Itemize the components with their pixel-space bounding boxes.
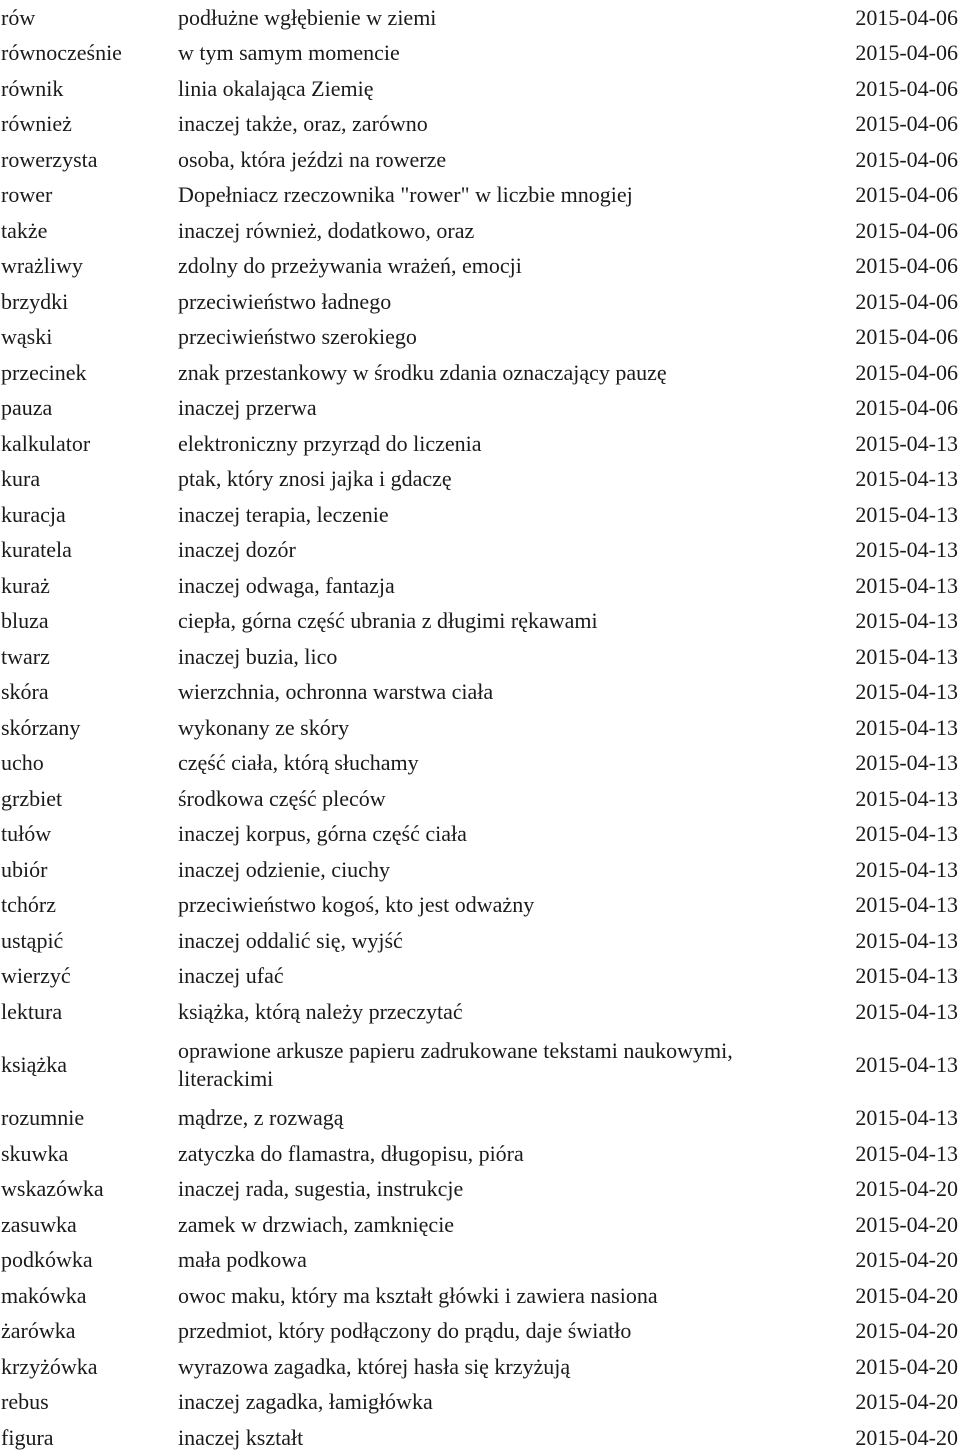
date-cell: 2015-04-13	[855, 608, 958, 634]
table-row	[0, 533, 960, 569]
definition-cell: przeciwieństwo ładnego	[178, 288, 392, 314]
definition-cell: Dopełniacz rzeczownika "rower" w liczbie mnogiej	[178, 182, 633, 208]
date-cell: 2015-04-06	[855, 40, 958, 66]
word-cell: przecinek	[1, 359, 87, 385]
word-cell: również	[1, 111, 72, 137]
word-cell: podkówka	[1, 1247, 93, 1273]
definition-cell: część ciała, którą słuchamy	[178, 750, 419, 776]
table-row	[0, 213, 960, 249]
table-row	[0, 959, 960, 995]
date-cell: 2015-04-06	[855, 146, 958, 172]
definition-cell: owoc maku, który ma kształt główki i zawiera nasiona	[178, 1282, 658, 1308]
definition-cell: w tym samym momencie	[178, 40, 400, 66]
word-cell: skuwka	[1, 1140, 69, 1166]
date-cell: 2015-04-20	[855, 1211, 958, 1237]
date-cell: 2015-04-13	[855, 963, 958, 989]
word-cell: bluza	[1, 608, 49, 634]
table-row	[0, 994, 960, 1030]
table-row	[0, 71, 960, 107]
table-row	[0, 675, 960, 711]
word-cell: wrażliwy	[1, 253, 83, 279]
definition-cell: inaczej rada, sugestia, instrukcje	[178, 1176, 464, 1202]
date-cell: 2015-04-13	[855, 821, 958, 847]
definition-cell: inaczej kształt	[178, 1424, 304, 1450]
word-cell: wierzyć	[1, 963, 71, 989]
date-cell: 2015-04-20	[855, 1353, 958, 1379]
word-cell: równocześnie	[1, 40, 122, 66]
definition-cell: wyrazowa zagadka, której hasła się krzyżują	[178, 1353, 571, 1379]
table-row	[0, 1385, 960, 1421]
table-row	[0, 639, 960, 675]
word-cell: kalkulator	[1, 430, 91, 456]
date-cell: 2015-04-20	[855, 1247, 958, 1273]
table-row	[0, 817, 960, 853]
table-row	[0, 1349, 960, 1385]
date-cell: 2015-04-13	[855, 785, 958, 811]
table-row	[0, 142, 960, 178]
definition-cell: mała podkowa	[178, 1247, 307, 1273]
table-row	[0, 320, 960, 356]
date-cell: 2015-04-13	[855, 856, 958, 882]
definition-cell: inaczej korpus, górna część ciała	[178, 821, 467, 847]
word-cell: rower	[1, 182, 53, 208]
date-cell: 2015-04-13	[855, 927, 958, 953]
word-cell: figura	[1, 1424, 54, 1450]
definition-cell: mądrze, z rozwagą	[178, 1105, 344, 1131]
definition-cell: wykonany ze skóry	[178, 714, 350, 740]
word-cell: kuraż	[1, 572, 50, 598]
definition-cell: inaczej przerwa	[178, 395, 317, 421]
word-cell: rów	[1, 4, 36, 30]
table-row	[0, 1101, 960, 1137]
word-cell: ubiór	[1, 856, 48, 882]
definition-cell: przeciwieństwo kogoś, kto jest odważny	[178, 892, 535, 918]
date-cell: 2015-04-06	[855, 395, 958, 421]
word-cell: kuratela	[1, 537, 72, 563]
definition-cell: inaczej oddalić się, wyjść	[178, 927, 403, 953]
table-row	[0, 178, 960, 214]
date-cell: 2015-04-13	[855, 1140, 958, 1166]
table-row	[0, 0, 960, 36]
definition-cell: inaczej zagadka, łamigłówka	[178, 1389, 433, 1415]
definition-cell: zatyczka do flamastra, długopisu, pióra	[178, 1140, 524, 1166]
date-cell: 2015-04-13	[855, 466, 958, 492]
definition-cell: elektroniczny przyrząd do liczenia	[178, 430, 482, 456]
word-cell: twarz	[1, 643, 50, 669]
word-cell: tchórz	[1, 892, 56, 918]
word-cell: wąski	[1, 324, 53, 350]
date-cell: 2015-04-20	[855, 1176, 958, 1202]
table-row	[0, 36, 960, 72]
table-row	[0, 888, 960, 924]
table-row	[0, 497, 960, 533]
table-row	[0, 852, 960, 888]
word-cell: żarówka	[1, 1318, 76, 1344]
definition-cell: książka, którą należy przeczytać	[178, 998, 463, 1024]
word-cell: rowerzysta	[1, 146, 98, 172]
date-cell: 2015-04-06	[855, 288, 958, 314]
date-cell: 2015-04-13	[855, 679, 958, 705]
table-row	[0, 1030, 960, 1101]
table-row	[0, 1314, 960, 1350]
definition-cell: podłużne wgłębienie w ziemi	[178, 4, 437, 30]
definition-cell: zamek w drzwiach, zamknięcie	[178, 1211, 455, 1237]
date-cell: 2015-04-06	[855, 75, 958, 101]
word-cell: rozumnie	[1, 1105, 85, 1131]
table-row	[0, 568, 960, 604]
date-cell: 2015-04-13	[855, 892, 958, 918]
date-cell: 2015-04-20	[855, 1282, 958, 1308]
definition-cell: inaczej odzienie, ciuchy	[178, 856, 390, 882]
word-cell: ustąpić	[1, 927, 64, 953]
definition-cell: przeciwieństwo szerokiego	[178, 324, 417, 350]
definition-cell: wierzchnia, ochronna warstwa ciała	[178, 679, 494, 705]
date-cell: 2015-04-06	[855, 359, 958, 385]
word-cell: wskazówka	[1, 1176, 104, 1202]
table-row	[0, 1243, 960, 1279]
definition-cell: inaczej również, dodatkowo, oraz	[178, 217, 475, 243]
table-row	[0, 1172, 960, 1208]
table-row	[0, 1207, 960, 1243]
table-row	[0, 107, 960, 143]
definition-cell: środkowa część pleców	[178, 785, 386, 811]
word-cell: skóra	[1, 679, 49, 705]
definition-cell: ciepła, górna część ubrania z długimi rękawami	[178, 608, 598, 634]
date-cell: 2015-04-13	[855, 430, 958, 456]
table-row	[0, 391, 960, 427]
definition-cell: inaczej dozór	[178, 537, 296, 563]
word-cell: kura	[1, 466, 41, 492]
date-cell: 2015-04-13	[855, 572, 958, 598]
table-row	[0, 355, 960, 391]
date-cell: 2015-04-06	[855, 253, 958, 279]
table-row	[0, 1278, 960, 1314]
date-cell: 2015-04-13	[855, 643, 958, 669]
table-row	[0, 249, 960, 285]
definition-cell: inaczej terapia, leczenie	[178, 501, 389, 527]
word-cell: lektura	[1, 998, 63, 1024]
definition-cell: inaczej także, oraz, zarówno	[178, 111, 428, 137]
table-row	[0, 1136, 960, 1172]
word-cell: pauza	[1, 395, 53, 421]
definition-cell: oprawione arkusze papieru zadrukowane tekstami naukowymi, literackimi	[178, 1038, 733, 1091]
date-cell: 2015-04-06	[855, 324, 958, 350]
word-cell: rebus	[1, 1389, 49, 1415]
date-cell: 2015-04-13	[855, 1052, 958, 1077]
table-row	[0, 710, 960, 746]
word-cell: krzyżówka	[1, 1353, 98, 1379]
word-cell: równik	[1, 75, 64, 101]
date-cell: 2015-04-13	[855, 998, 958, 1024]
word-cell: grzbiet	[1, 785, 63, 811]
date-cell: 2015-04-20	[855, 1424, 958, 1450]
definition-cell: osoba, która jeździ na rowerze	[178, 146, 447, 172]
definition-cell: ptak, który znosi jajka i gdaczę	[178, 466, 452, 492]
definition-cell: inaczej buzia, lico	[178, 643, 338, 669]
word-cell: skórzany	[1, 714, 81, 740]
definition-cell: inaczej ufać	[178, 963, 284, 989]
word-cell: ucho	[1, 750, 44, 776]
date-cell: 2015-04-20	[855, 1318, 958, 1344]
table-row	[0, 781, 960, 817]
definition-cell: linia okalająca Ziemię	[178, 75, 374, 101]
table-row	[0, 923, 960, 959]
date-cell: 2015-04-13	[855, 1105, 958, 1131]
word-cell: makówka	[1, 1282, 87, 1308]
date-cell: 2015-04-06	[855, 217, 958, 243]
word-cell: brzydki	[1, 288, 69, 314]
date-cell: 2015-04-13	[855, 714, 958, 740]
word-cell: także	[1, 217, 48, 243]
definition-cell: zdolny do przeżywania wrażeń, emocji	[178, 253, 522, 279]
definition-cell: znak przestankowy w środku zdania oznaczający pauzę	[178, 359, 667, 385]
date-cell: 2015-04-13	[855, 501, 958, 527]
date-cell: 2015-04-13	[855, 537, 958, 563]
definition-cell: inaczej odwaga, fantazja	[178, 572, 395, 598]
table-row	[0, 462, 960, 498]
word-cell: kuracja	[1, 501, 66, 527]
word-cell: zasuwka	[1, 1211, 77, 1237]
date-cell: 2015-04-20	[855, 1389, 958, 1415]
table-row	[0, 284, 960, 320]
date-cell: 2015-04-06	[855, 4, 958, 30]
table-row	[0, 1420, 960, 1456]
word-cell: książka	[1, 1052, 67, 1077]
table-row	[0, 746, 960, 782]
date-cell: 2015-04-06	[855, 182, 958, 208]
definition-cell: przedmiot, który podłączony do prądu, daje światło	[178, 1318, 632, 1344]
date-cell: 2015-04-13	[855, 750, 958, 776]
table-row	[0, 426, 960, 462]
word-cell: tułów	[1, 821, 52, 847]
date-cell: 2015-04-06	[855, 111, 958, 137]
table-row	[0, 604, 960, 640]
